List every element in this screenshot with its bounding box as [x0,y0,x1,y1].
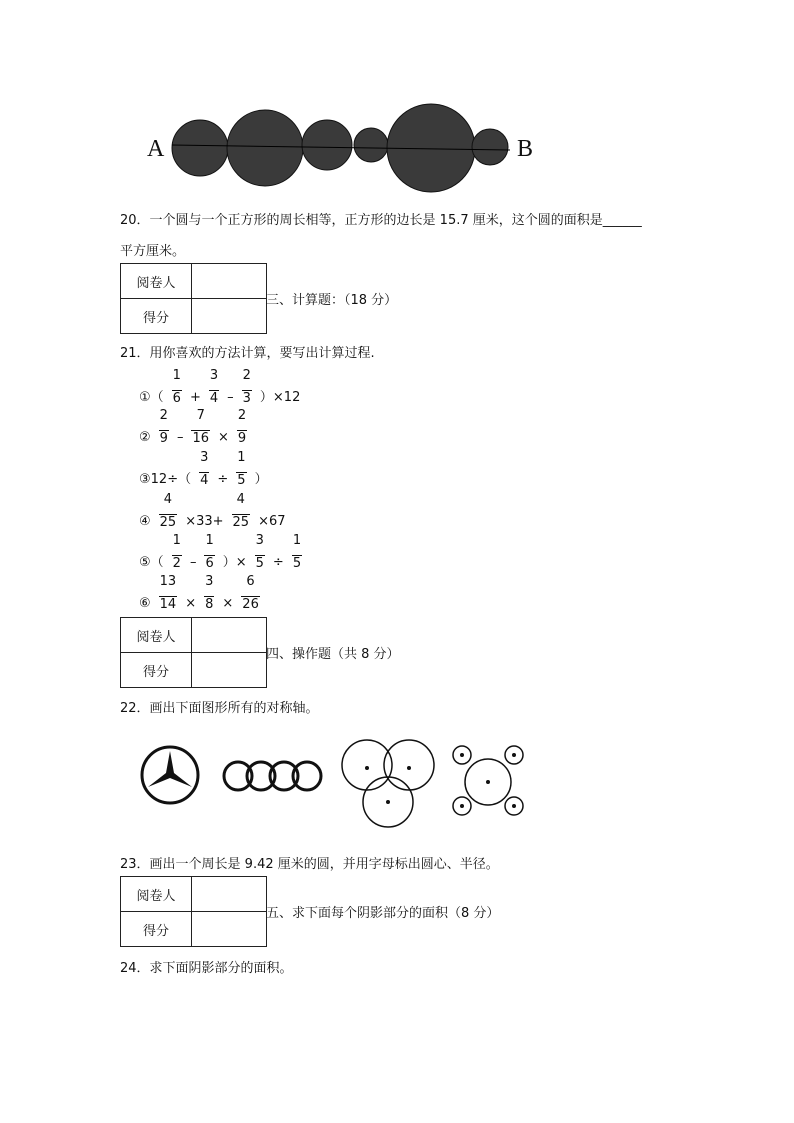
denominator: 9 [159,431,168,446]
reviewer-field[interactable] [192,264,267,299]
expression-text: ⑥ [139,596,151,611]
denominator: 4 [209,391,219,406]
denominator: 5 [255,556,264,571]
numerator: 6 [246,574,255,589]
expression-text: ÷ [217,472,229,487]
section-4-heading: 四、操作题（共 8 分） [266,647,400,662]
fraction [159,492,178,530]
score-table [120,617,267,688]
question-22: 22．画出下面图形所有的对称轴。 [120,701,319,716]
numerator: 1 [205,533,214,548]
expression-text: × [217,430,229,445]
numerator: 1 [172,368,181,383]
reviewer-label: 阅卷人 [121,264,192,299]
section-3-heading: 三、计算题：（18 分） [266,293,398,308]
denominator: 5 [292,556,302,571]
expression-6 [136,574,265,612]
expression-text: ×33+ [185,514,224,529]
expression-text: ② [139,430,151,445]
numerator: 2 [159,408,168,423]
numerator: 1 [172,533,181,548]
denominator: 6 [172,391,181,406]
expression-text: ）× [222,555,247,570]
denominator: 14 [159,597,177,612]
fraction [191,408,210,446]
three-circles-figure [342,740,434,827]
fraction [209,368,219,406]
expression-1 [136,368,303,406]
fraction [204,574,214,612]
expression-text: ×67 [258,514,286,529]
expression-text: ÷ [272,555,284,570]
score-label: 得分 [121,912,192,947]
denominator: 26 [242,597,259,612]
fraction [255,533,265,571]
point-a-label: A [147,136,165,162]
expression-text: ）×12 [259,390,301,405]
symmetry-figures [135,735,535,835]
numerator: 3 [209,368,219,383]
expression-text: + [189,390,201,405]
denominator: 9 [237,431,247,446]
point-b-label: B [517,136,534,162]
numerator: 3 [205,574,214,589]
reviewer-field[interactable] [192,877,267,912]
fraction [237,408,247,446]
score-label: 得分 [121,299,192,334]
denominator: 8 [205,597,214,612]
four-rings-figure [224,762,321,790]
circles-line-figure [140,100,540,195]
reviewer-label: 阅卷人 [121,877,192,912]
expression-text: – [189,555,197,570]
question-24: 24．求下面阴影部分的面积。 [120,961,293,976]
numerator: 3 [255,533,264,548]
question-21: 21．用你喜欢的方法计算，要写出计算过程. [120,346,375,361]
question-20-cont: 平方厘米。 [120,244,186,259]
fraction [172,533,182,571]
numerator: 3 [200,450,209,465]
fraction [236,450,246,488]
denominator: 5 [237,473,246,488]
expression-text: – [176,430,184,445]
fraction [241,574,260,612]
fraction [172,368,182,406]
numerator: 4 [236,492,245,507]
numerator: 4 [163,492,173,507]
fraction [159,574,178,612]
numerator: 2 [242,368,251,383]
score-field[interactable] [192,912,267,947]
denominator: 16 [192,431,209,446]
denominator: 4 [200,473,209,488]
fraction [232,492,251,530]
fraction [292,533,302,571]
denominator: 25 [159,515,177,530]
expression-text: ④ [139,514,151,529]
score-table [120,876,267,947]
numerator: 1 [292,533,302,548]
denominator: 3 [242,391,251,406]
fraction [199,450,209,488]
denominator: 6 [205,556,214,571]
expression-text: × [185,596,197,611]
reviewer-field[interactable] [192,618,267,653]
expression-text: – [227,390,234,405]
numerator: 7 [196,408,205,423]
fraction [159,408,169,446]
denominator: 2 [172,556,181,571]
expression-4 [136,492,289,530]
denominator: 25 [232,515,250,530]
expression-5 [136,533,307,571]
expression-3 [136,450,271,488]
score-field[interactable] [192,299,267,334]
numerator: 13 [159,574,177,589]
fraction [242,368,252,406]
score-label: 得分 [121,653,192,688]
expression-2 [136,408,252,446]
score-table [120,263,267,334]
numerator: 1 [237,450,246,465]
expression-text: × [222,596,234,611]
question-23: 23．画出一个周长是 9.42 厘米的圆，并用字母标出圆心、半径。 [120,857,499,872]
numerator: 2 [237,408,247,423]
question-20: 20．一个圆与一个正方形的周长相等，正方形的边长是 15.7 厘米，这个圆的面积是______ [120,213,642,228]
expression-text: ①（ [139,390,164,405]
expression-text: ） [254,472,268,487]
score-field[interactable] [192,653,267,688]
fraction [204,533,214,571]
expression-text: ③12÷（ [139,472,192,487]
reviewer-label: 阅卷人 [121,618,192,653]
expression-text: ⑤（ [139,555,164,570]
section-5-heading: 五、求下面每个阴影部分的面积（8 分） [266,906,500,921]
